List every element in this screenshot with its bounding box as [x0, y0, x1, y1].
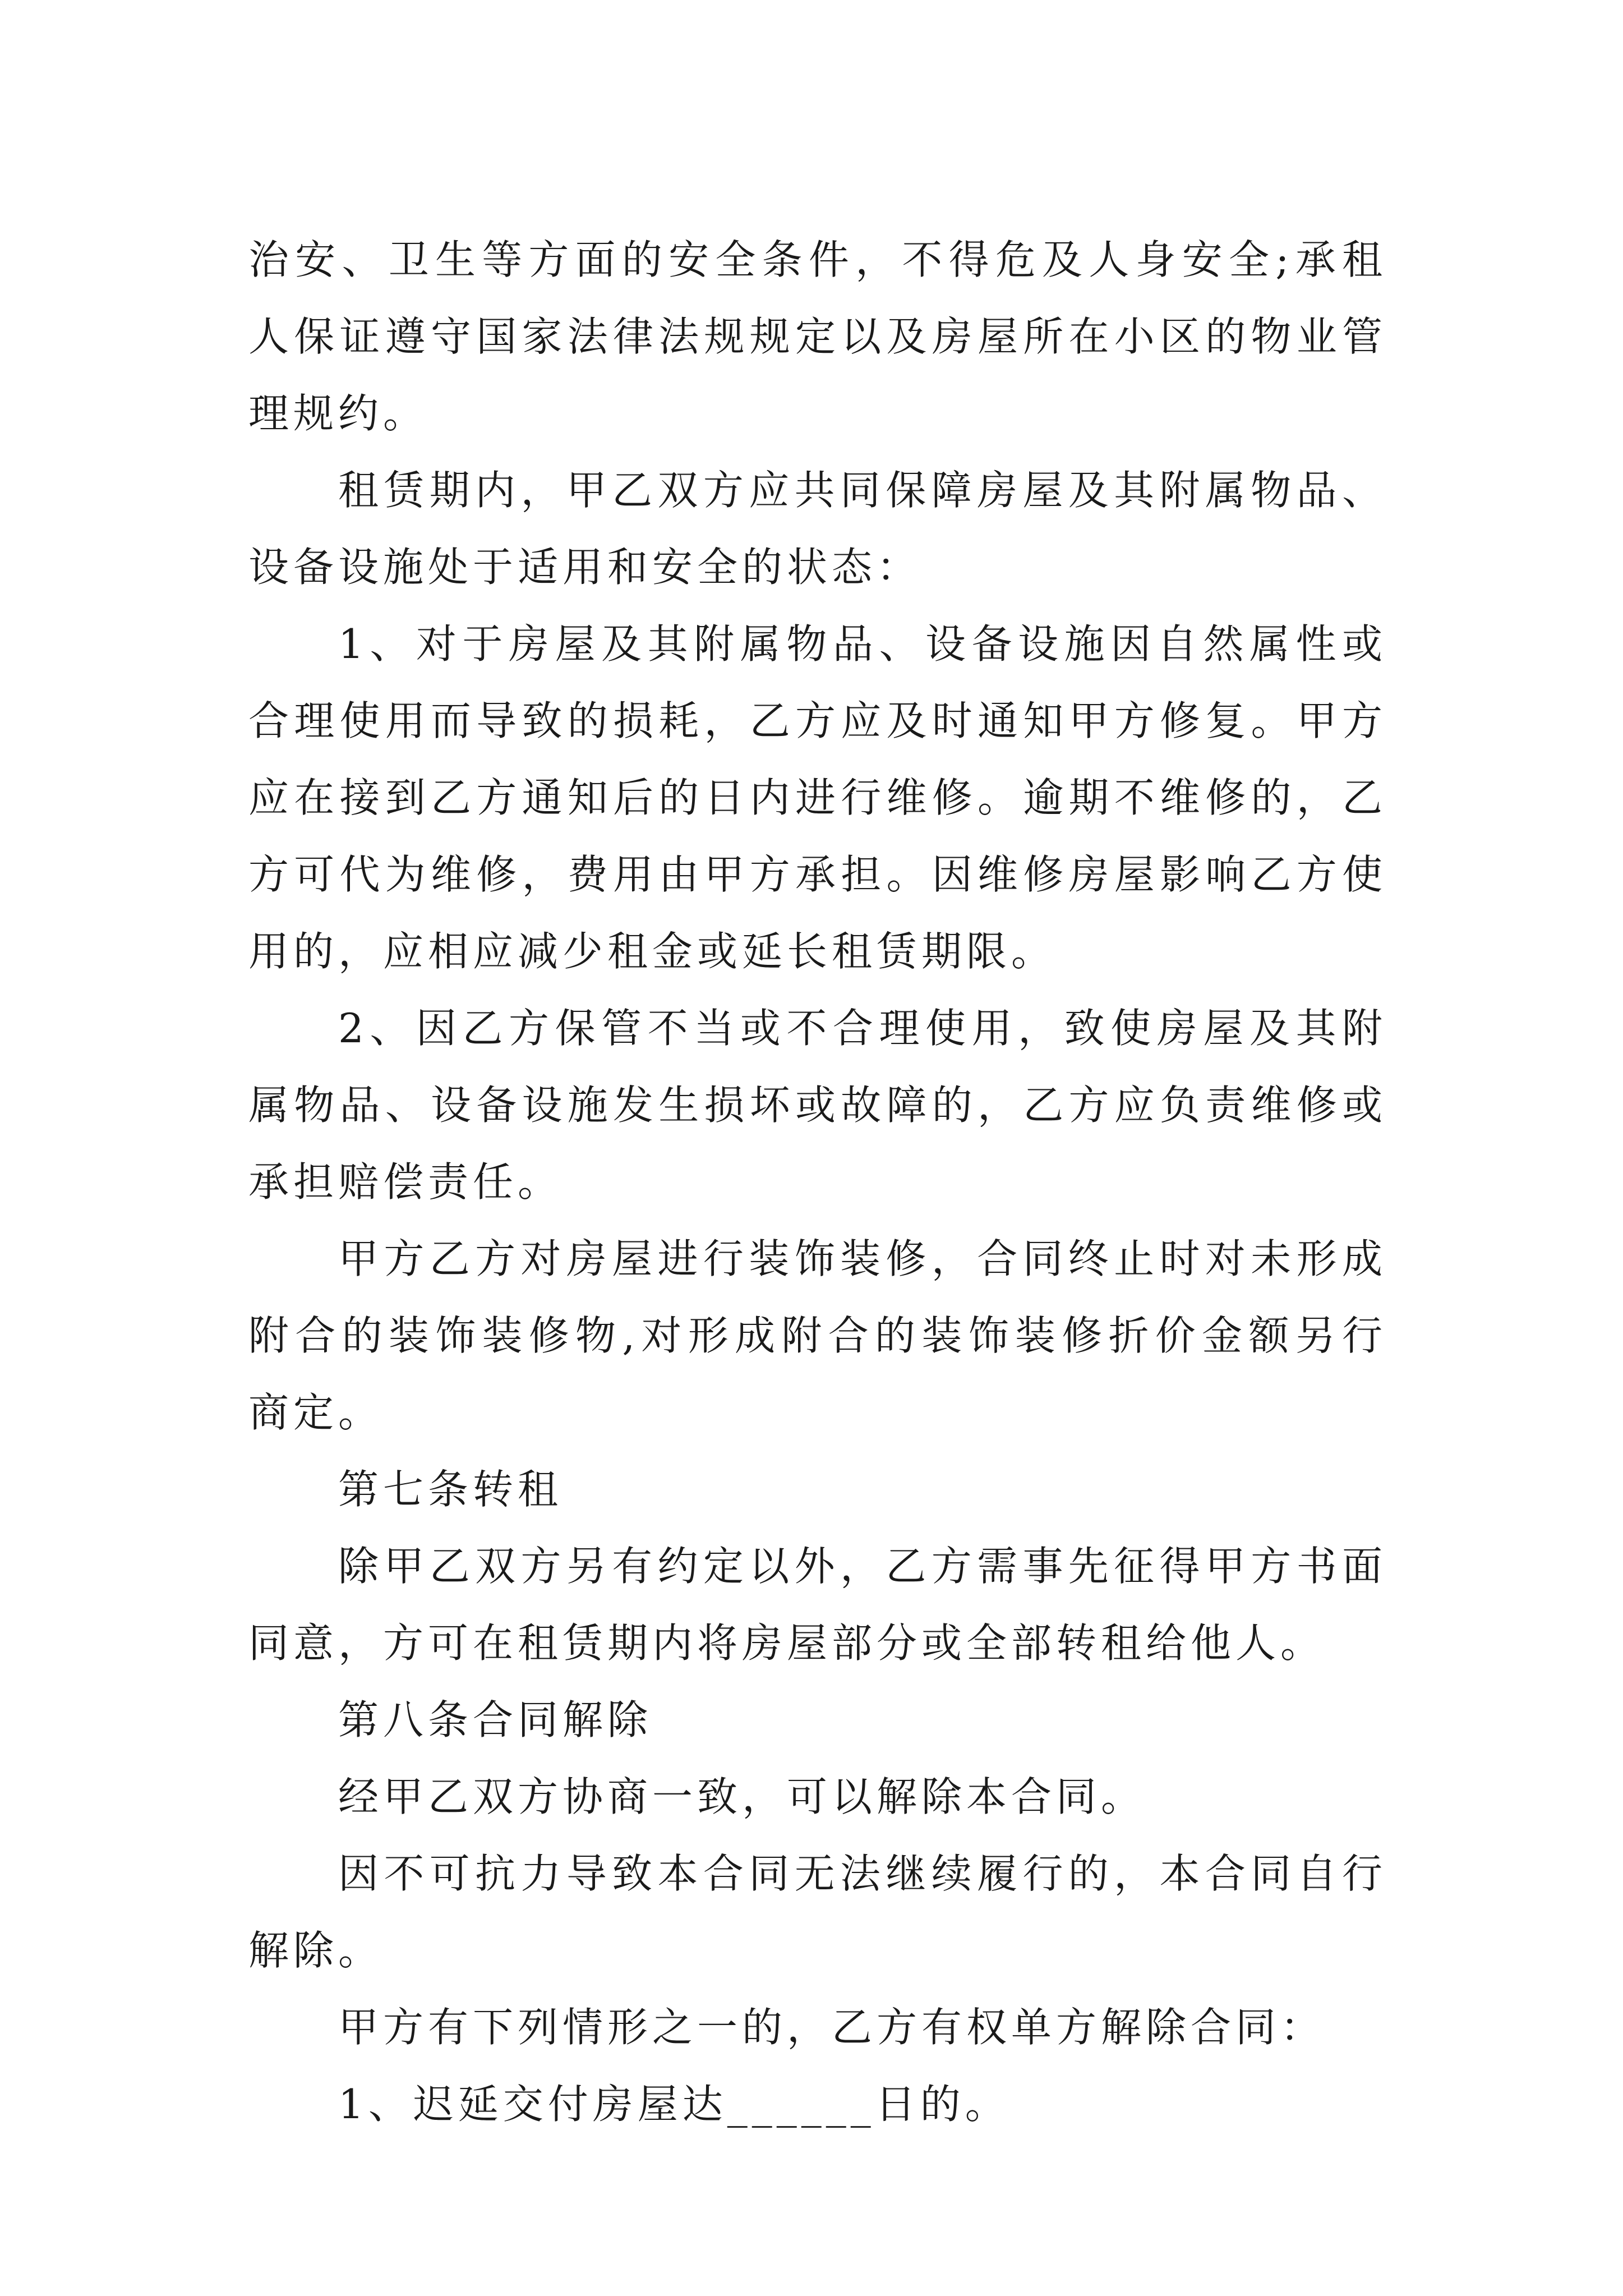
paragraph-clause-2-damage: 2、因乙方保管不当或不合理使用，致使房屋及其附属物品、设备设施发生损坏或故障的，乙方应负责维修或承担赔偿责任。	[248, 1005, 1387, 1205]
paragraph-force-majeure: 因不可抗力导致本合同无法继续履行的，本合同自行解除。	[248, 1850, 1387, 1974]
heading-article-7: 第七条转租	[338, 1466, 563, 1513]
paragraph-lease-period-safety: 租赁期内，甲乙双方应共同保障房屋及其附属物品、设备设施处于适用和安全的状态：	[248, 467, 1387, 591]
paragraph-sublease: 除甲乙双方另有约定以外，乙方需事先征得甲方书面同意，方可在租赁期内将房屋部分或全部转租给他人。	[248, 1543, 1387, 1667]
paragraph-safety-conditions: 治安、卫生等方面的安全条件，不得危及人身安全;承租人保证遵守国家法律法规规定以及房屋所在小区的物业管理规约。	[248, 236, 1387, 437]
paragraph-party-a-conditions: 甲方有下列情形之一的，乙方有权单方解除合同：	[338, 2004, 1326, 2051]
paragraph-mutual-termination: 经甲乙双方协商一致，可以解除本合同。	[338, 1773, 1146, 1820]
paragraph-delay-clause: 1、迟延交付房屋达______日的。	[338, 2081, 1010, 2128]
paragraph-clause-1-repair: 1、对于房屋及其附属物品、设备设施因自然属性或合理使用而导致的损耗，乙方应及时通知甲方修复。甲方应在接到乙方通知后的日内进行维修。逾期不维修的，乙方可代为维修，费用由甲方承担。因维修房屋影响乙方使用的，应相应减少租金或延长租赁期限。	[248, 620, 1387, 975]
heading-article-8: 第八条合同解除	[338, 1696, 653, 1743]
document-body	[248, 222, 1387, 2143]
paragraph-decoration: 甲方乙方对房屋进行装饰装修，合同终止时对未形成附合的装饰装修物,对形成附合的装饰装修折价金额另行商定。	[248, 1235, 1387, 1436]
